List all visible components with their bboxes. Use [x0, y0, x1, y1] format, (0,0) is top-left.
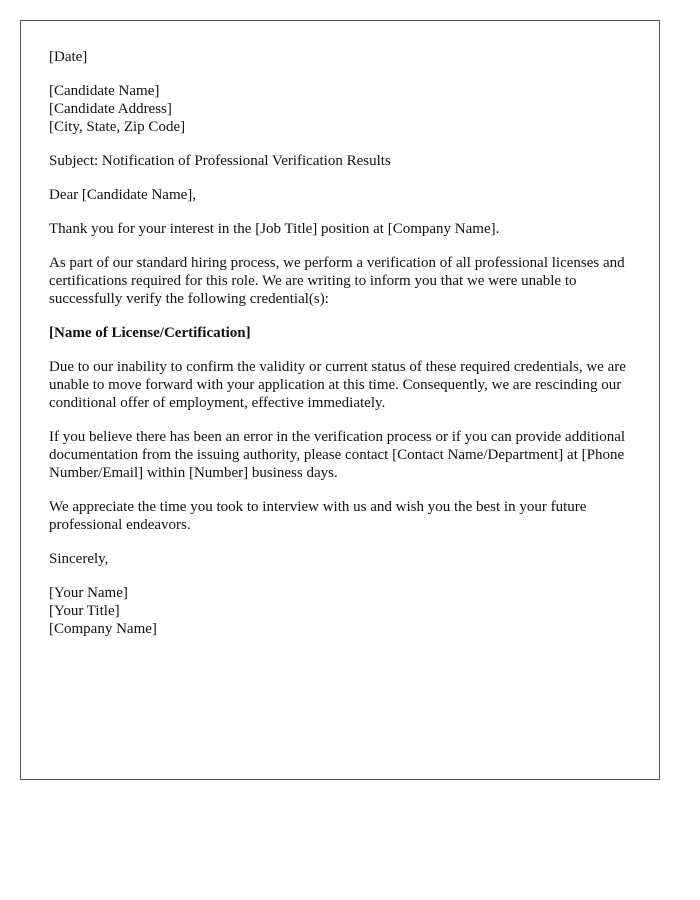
body-paragraph: Thank you for your interest in the [Job Title] position at [Company Name]. — [49, 221, 500, 237]
paragraph-contact — [49, 428, 639, 482]
closing-block — [49, 550, 639, 568]
credential-block — [49, 324, 639, 342]
letter-subject: Subject: Notification of Professional Verification Results — [49, 153, 391, 169]
credential-name: [Name of License/Certification] — [49, 325, 251, 341]
body-paragraph: If you believe there has been an error in the verification process or if you can provide additional documentation from the issuing authority, please contact [Contact Name/Department] at [Phone Number/Email] within [Number] business days. — [49, 429, 626, 481]
recipient-city-state-zip: [City, State, Zip Code] — [49, 119, 186, 135]
body-paragraph: We appreciate the time you took to interview with us and wish you the best in your future professional endeavors. — [49, 499, 587, 533]
recipient-address: [Candidate Address] — [49, 101, 172, 117]
salutation-block — [49, 186, 639, 204]
letter-closing: Sincerely, — [49, 551, 109, 567]
letter-date: [Date] — [49, 49, 88, 65]
letter-content — [49, 48, 639, 638]
body-paragraph: As part of our standard hiring process, we perform a verification of all professional licenses and certifications required for this role. We are writing to inform you that we were unable to successfully verify the following credential(s): — [49, 255, 625, 307]
paragraph-appreciation — [49, 498, 639, 534]
letter-salutation: Dear [Candidate Name], — [49, 187, 197, 203]
paragraph-verification — [49, 254, 639, 308]
recipient-block — [49, 82, 639, 136]
signature-block — [49, 584, 639, 638]
signature-company: [Company Name] — [49, 621, 157, 637]
paragraph-rescind — [49, 358, 639, 412]
signature-title: [Your Title] — [49, 603, 120, 619]
body-paragraph: Due to our inability to confirm the validity or current status of these required credentials, we are unable to move forward with your application at this time. Consequently, we are rescinding our conditional offer of employment, effective immediately. — [49, 359, 626, 411]
letter-page — [20, 20, 660, 780]
paragraph-interest — [49, 220, 639, 238]
subject-block — [49, 152, 639, 170]
recipient-name: [Candidate Name] — [49, 83, 160, 99]
signature-name: [Your Name] — [49, 585, 128, 601]
date-block — [49, 48, 639, 66]
